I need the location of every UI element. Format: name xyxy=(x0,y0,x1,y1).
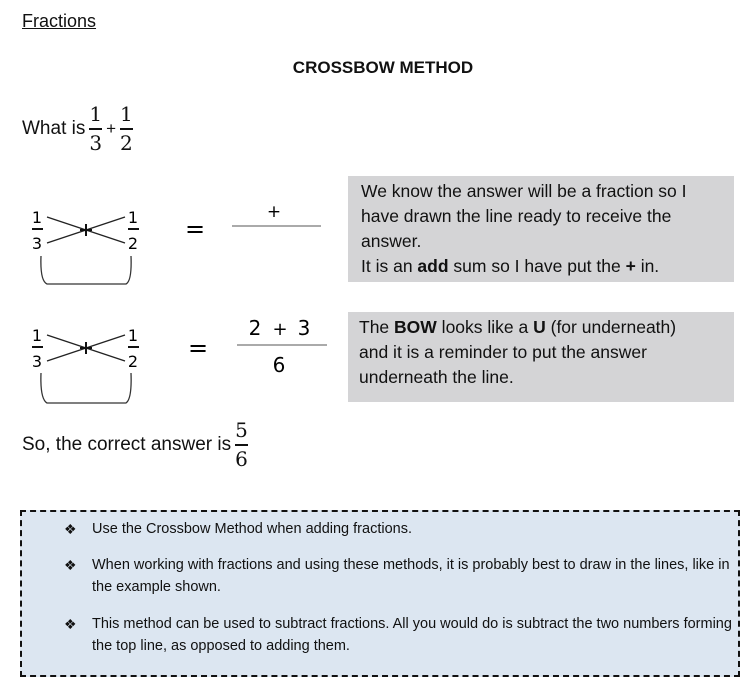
bold-text: U xyxy=(533,317,546,337)
explanation-line xyxy=(359,315,724,340)
bow-curve xyxy=(41,373,131,403)
fraction-a-numerator: 1 xyxy=(89,102,103,126)
diamond-bullet-icon: ❖ xyxy=(64,521,77,537)
right-numerator: 1 xyxy=(127,326,139,345)
result-op: + xyxy=(272,319,288,340)
text: It is an xyxy=(361,256,418,276)
fraction-a-denominator: 3 xyxy=(89,131,103,155)
left-denominator: 3 xyxy=(31,352,43,371)
text: The xyxy=(359,317,395,337)
explanation-line: have drawn the line ready to receive the xyxy=(361,206,672,226)
tips-box xyxy=(20,510,740,677)
explanation-line: underneath the line. xyxy=(359,367,514,387)
explanation-line: and it is a reminder to put the answer xyxy=(359,342,647,362)
left-numerator: 1 xyxy=(31,208,43,227)
bold-text: + xyxy=(625,256,636,276)
plus-operator: + xyxy=(106,119,117,138)
explanation-line: We know the answer will be a fraction so I xyxy=(361,181,687,201)
explanation-box-step2 xyxy=(348,312,734,402)
answer-numerator: 5 xyxy=(235,418,248,442)
answer-prefix: So, the correct answer is xyxy=(22,434,232,455)
answer-denominator: 6 xyxy=(235,447,248,471)
explanation-line xyxy=(361,254,724,279)
equals-sign: = xyxy=(184,215,206,243)
tip-item xyxy=(64,518,732,540)
tip-text: This method can be used to subtract fractions. All you would do is subtract the two numbers forming the top line, as opposed to adding them. xyxy=(92,616,732,654)
question-prefix: What is xyxy=(22,118,86,139)
fraction-b-numerator: 1 xyxy=(120,102,133,126)
crossbow-diagram-step1 xyxy=(20,195,340,295)
fraction-a xyxy=(89,104,102,154)
page-title: CROSSBOW METHOD xyxy=(292,58,474,77)
text: sum so I have put the xyxy=(448,256,626,276)
bold-text: add xyxy=(417,256,449,276)
equals-sign: = xyxy=(187,334,209,362)
diamond-bullet-icon: ❖ xyxy=(64,616,77,632)
result-bottom: 6 xyxy=(272,353,286,377)
fraction-b xyxy=(120,104,133,154)
crossbow-diagram-step2 xyxy=(20,313,340,413)
tip-text: Use the Crossbow Method when adding fractions. xyxy=(92,521,412,537)
fraction-bar xyxy=(89,128,102,130)
diamond-bullet-icon: ❖ xyxy=(64,557,77,573)
question xyxy=(22,104,133,154)
result-top-a: 2 xyxy=(248,316,262,340)
section-heading: Fractions xyxy=(22,11,97,31)
left-numerator: 1 xyxy=(31,326,43,345)
answer-fraction xyxy=(235,420,248,470)
right-denominator: 2 xyxy=(127,234,139,253)
result-plus: + xyxy=(266,202,282,222)
fraction-bar xyxy=(120,128,133,130)
bow-curve xyxy=(41,256,131,284)
text: looks like a xyxy=(436,317,534,337)
result-top-b: 3 xyxy=(297,316,311,340)
bold-text: BOW xyxy=(394,317,437,337)
right-numerator: 1 xyxy=(127,208,139,227)
fraction-b-denominator: 2 xyxy=(120,131,133,155)
tip-item xyxy=(64,613,732,657)
fraction-bar xyxy=(235,444,248,446)
tip-text: When working with fractions and using these methods, it is probably best to draw in the lines, like in the example shown. xyxy=(92,557,730,595)
text: in. xyxy=(635,256,660,276)
explanation-box-step1 xyxy=(348,176,734,282)
explanation-line: answer. xyxy=(361,231,422,251)
right-denominator: 2 xyxy=(127,352,139,371)
tip-item xyxy=(64,554,732,598)
text: (for underneath) xyxy=(545,317,677,337)
answer xyxy=(22,420,248,470)
left-denominator: 3 xyxy=(31,234,43,253)
